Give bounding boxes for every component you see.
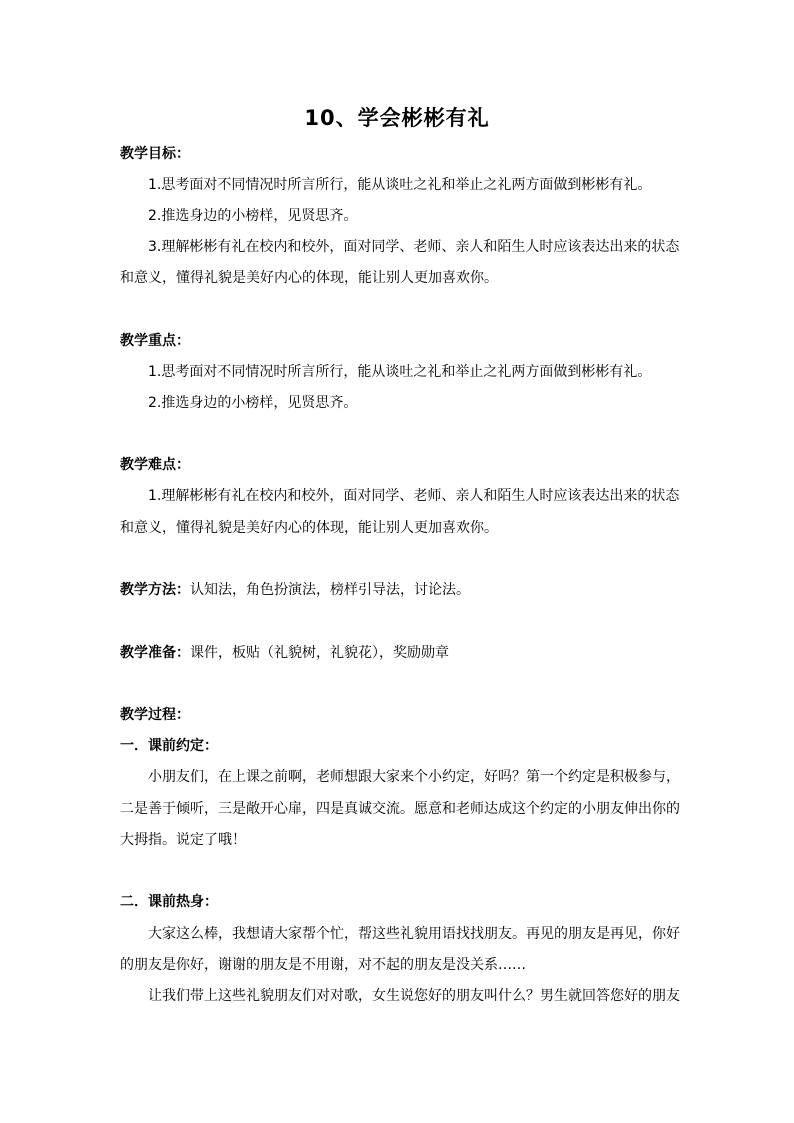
- difficulties-item-1-line-2: 和意义，懂得礼貌是美好内心的体现，能让别人更加喜欢你。: [120, 520, 498, 536]
- methods-line: [120, 580, 680, 600]
- goals-item-2: 2.推选身边的小榜样，见贤思齐。: [148, 208, 358, 224]
- goals-item-3-line-2: 和意义，懂得礼貌是美好内心的体现，能让别人更加喜欢你。: [120, 270, 498, 286]
- goals-item-3-line-1: 3.理解彬彬有礼在校内和校外，面对同学、老师、亲人和陌生人时应该表达出来的状态: [148, 239, 680, 255]
- section-1-line-1: 小朋友们，在上课之前啊，老师想跟大家来个小约定，好吗？第一个约定是积极参与，: [148, 769, 680, 785]
- key-points-heading: 教学重点：: [120, 333, 190, 349]
- process-heading: 教学过程：: [120, 707, 190, 723]
- section-1-line-3: 大拇指。说定了哦！: [120, 832, 246, 848]
- section-2-line-2: 的朋友是你好，谢谢的朋友是不用谢，对不起的朋友是没关系……: [120, 957, 526, 973]
- goals-item-1: 1.思考面对不同情况时所言所行，能从谈吐之礼和举止之礼两方面做到彬彬有礼。: [148, 177, 652, 193]
- section-1-line-2: 二是善于倾听，三是敞开心扉，四是真诚交流。愿意和老师达成这个约定的小朋友伸出你的: [120, 801, 680, 817]
- key-points-item-2: 2.推选身边的小榜样，见贤思齐。: [148, 395, 358, 411]
- difficulties-heading: 教学难点：: [120, 457, 190, 473]
- preparation-label: 教学准备：: [120, 645, 190, 661]
- methods-text: 认知法，角色扮演法，榜样引导法，讨论法。: [190, 582, 470, 598]
- preparation-line: [120, 643, 680, 663]
- section-1-heading: 一．课前约定：: [120, 738, 218, 754]
- section-2-line-3: 让我们带上这些礼貌朋友们对对歌，女生说您好的朋友叫什么？男生就回答您好的朋友: [148, 988, 680, 1004]
- preparation-text: 课件，板贴（礼貌树，礼貌花），奖励勋章: [190, 645, 449, 661]
- goals-heading: 教学目标：: [120, 146, 190, 162]
- page-title: 10、学会彬彬有礼: [304, 106, 490, 130]
- section-2-line-1: 大家这么棒，我想请大家帮个忙，帮这些礼貌用语找找朋友。再见的朋友是再见，你好: [148, 926, 680, 942]
- methods-label: 教学方法：: [120, 582, 190, 598]
- difficulties-item-1-line-1: 1.理解彬彬有礼在校内和校外，面对同学、老师、亲人和陌生人时应该表达出来的状态: [148, 488, 680, 504]
- section-2-heading: 二．课前热身：: [120, 894, 218, 910]
- key-points-item-1: 1.思考面对不同情况时所言所行，能从谈吐之礼和举止之礼两方面做到彬彬有礼。: [148, 364, 652, 380]
